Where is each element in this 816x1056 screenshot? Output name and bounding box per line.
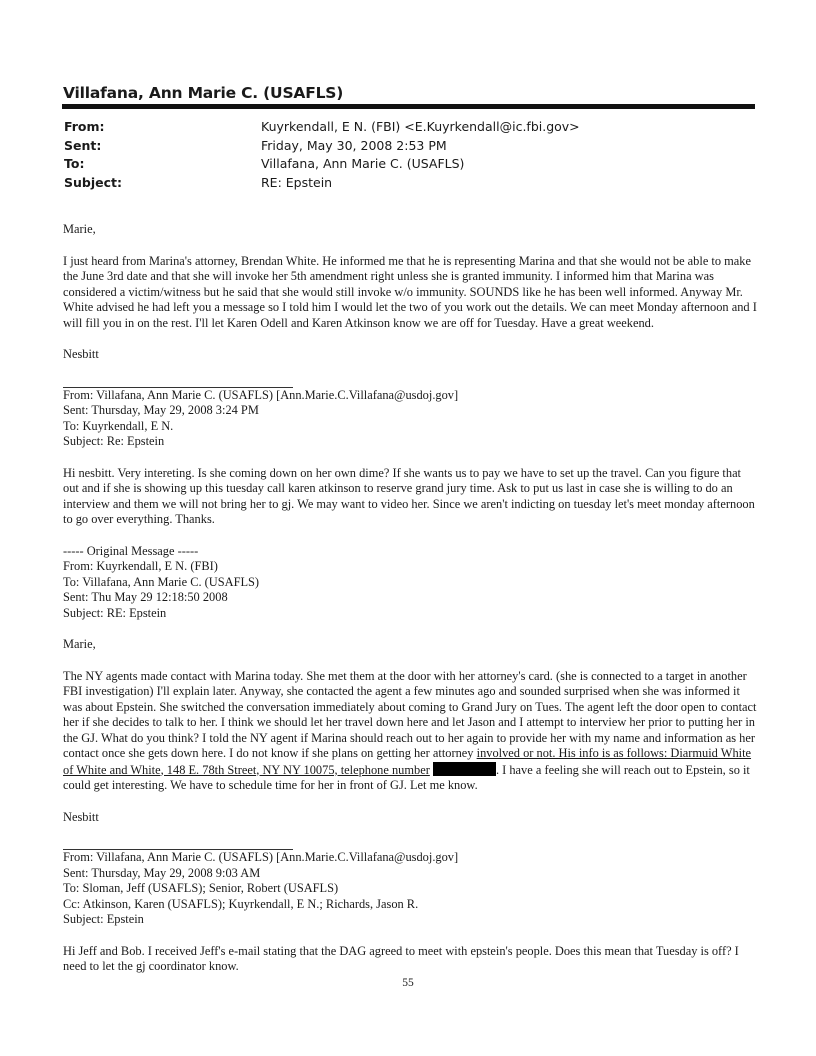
msg2-sent: Sent: Thursday, May 29, 2008 3:24 PM [63, 403, 259, 417]
header-to-row [64, 155, 754, 174]
redaction-block [433, 762, 496, 776]
msg1-greeting: Marie, [63, 222, 96, 236]
msg4-paragraph: Hi Jeff and Bob. I received Jeff's e-mail stating that the DAG agreed to meet with epstein's people. Does this mean that Tuesday is off? I need to let the gj coordinator know. [63, 943, 739, 973]
from-label: From: [64, 119, 105, 134]
msg3-signature: Nesbitt [63, 809, 99, 824]
to-label: To: [64, 156, 85, 171]
header-from-row [64, 118, 754, 137]
msg3-paragraph-b: involved or not. His info is as follows: Diarmuid White of White and White, 148 E. 78th Street, NY NY 10075, telephone number [63, 746, 752, 777]
email-body [63, 222, 759, 975]
msg3-greeting: Marie, [63, 637, 96, 651]
msg3-paragraph [63, 669, 759, 794]
msg2-to: To: Kuyrkendall, E N. [63, 418, 174, 433]
sent-value: Friday, May 30, 2008 2:53 PM [261, 137, 447, 153]
header-sent-row [64, 137, 754, 156]
msg3-divider: ----- Original Message ----- [63, 543, 199, 558]
msg2-paragraph: Hi nesbitt. Very intereting. Is she coming down on her own dime? If she wants us to pay we have to set up the travel. Can you figure that out and if she is showing up this tuesday call karen atkinson to reserve grand jury time. Ask to put us last in case she is willing to do an interview and them we will not bring her to gj. We may want to video her. Since we aren't indicting on tuesday let's meet monday afternoon to go over everything. Thanks. [63, 465, 755, 526]
subject-label: Subject: [64, 174, 122, 190]
header-subject-row [64, 174, 754, 193]
msg2-subject: Subject: Re: Epstein [63, 434, 165, 448]
msg3-paragraph-a: The NY agents made contact with Marina today. She met them at the door with her attorney's card. (she is connected to a target in another FBI investigation) I'll explain later. Anyway, she contacted the agent a few minutes ago and sounded surprised when she was informed it was about Epstein. She switched the conversation immediately about coming to Grand Jury on Tues. The agent left the door open to contact her if she decides to talk to her. I think we should let her travel down here and let Jason and I attempt to interview her prior to putting her in the GJ. What do you think? I told the NY agent if Marina should reach out to her again to provide her with my name and information as her contact once she gets down here. I do not know if she plans on getting her attorney [63, 668, 757, 760]
msg3-from: From: Kuyrkendall, E N. (FBI) [63, 559, 218, 573]
msg3-sent: Sent: Thu May 29 12:18:50 2008 [63, 590, 228, 604]
document-title: Villafana, Ann Marie C. (USAFLS) [63, 84, 344, 102]
subject-value: RE: Epstein [261, 174, 333, 190]
page-number: 55 [402, 977, 414, 989]
msg4-subject: Subject: Epstein [63, 912, 144, 926]
msg3-subject: Subject: RE: Epstein [63, 605, 167, 620]
email-header [64, 118, 754, 192]
title-rule [62, 104, 755, 109]
from-value: Kuyrkendall, E N. (FBI) <E.Kuyrkendall@ic.fbi.gov> [261, 119, 580, 134]
msg3-paragraph-c: . I have a feeling she will reach out to Epstein, so it could get interesting. We have to schedule time for her in front of GJ. Let me know. [63, 762, 750, 792]
to-value: Villafana, Ann Marie C. (USAFLS) [261, 156, 465, 171]
msg4-cc: Cc: Atkinson, Karen (USAFLS); Kuyrkendall, E N.; Richards, Jason R. [63, 896, 419, 911]
msg1-signature: Nesbitt [63, 347, 99, 361]
sent-label: Sent: [64, 137, 102, 153]
msg3-to: To: Villafana, Ann Marie C. (USAFLS) [63, 574, 260, 589]
msg4-sent: Sent: Thursday, May 29, 2008 9:03 AM [63, 865, 261, 880]
msg4-to: To: Sloman, Jeff (USAFLS); Senior, Robert (USAFLS) [63, 881, 339, 895]
msg4-from: From: Villafana, Ann Marie C. (USAFLS) [Ann.Marie.C.Villafana@usdoj.gov] [63, 850, 459, 864]
msg1-paragraph: I just heard from Marina's attorney, Brendan White. He informed me that he is representing Marina and that she would not be able to make the June 3rd date and that she will invoke her 5th amendment right unless she is granted immunity. I informed him that Marina was considered a victim/witness but he said that she would still invoke w/o immunity. SOUNDS like he has been well informed. Anyway Mr. White advised he had left you a message so I told him I would let the two of you work out the details. We can meet Monday afternoon and I will fill you in on the rest. I'll let Karen Odell and Karen Atkinson know we are off for Tuesday. Have a great weekend. [63, 253, 757, 330]
msg2-from: From: Villafana, Ann Marie C. (USAFLS) [Ann.Marie.C.Villafana@usdoj.gov] [63, 387, 459, 402]
